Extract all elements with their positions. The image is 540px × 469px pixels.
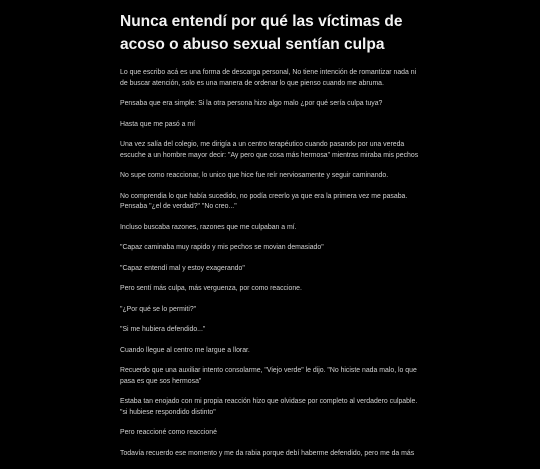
paragraph: No comprendia lo que había sucedido, no podía creerlo ya que era la primera vez me pasaba. Pensaba "¿el de verdad?" "No creo..."	[120, 192, 408, 210]
paragraph: Cuando llegue al centro me largue a llorar.	[120, 346, 250, 354]
paragraph: Una vez salía del colegio, me dirigía a un centro terapéutico cuando pasando por una vereda escuche a un hombre mayor decir: "Ay pero que cosa más hermosa" mientras miraba mis pechos	[120, 141, 419, 159]
paragraph: "Capaz entendí mal y estoy exagerando"	[120, 264, 245, 272]
paragraph: Recuerdo que una auxiliar intento consolarme, "Viejo verde" le dijo. "No hiciste nada malo, lo que pasa es que sos hermosa"	[120, 367, 417, 385]
paragraph: Pero reaccioné como reaccioné	[120, 429, 217, 436]
article-body	[120, 68, 420, 459]
paragraph: Lo que escribo acá es una forma de descarga personal, No tiene intención de romantizar nada ni de buscar atención, solo es una manera de ordenar lo que pienso cuando me abruma.	[120, 69, 417, 87]
article	[120, 10, 420, 469]
paragraph: "Si me hubiera defendido..."	[120, 326, 206, 333]
paragraph: No supe como reaccionar, lo unico que hice fue reír nerviosamente y seguir caminando.	[120, 172, 389, 179]
paragraph: Todavía recuerdo ese momento y me da rabia porque debí haberme defendido, pero me da más	[120, 449, 415, 457]
paragraph: Pensaba que era simple: Si la otra persona hizo algo malo ¿por qué sería culpa tuya?	[120, 100, 383, 107]
paragraph: Hasta que me pasó a mí	[120, 120, 196, 128]
paragraph: "¿Por qué se lo permiti?"	[120, 305, 197, 313]
paragraph: Pero sentí más culpa, más verguenza, por como reaccione.	[120, 285, 302, 292]
paragraph: "Capaz caminaba muy rapido y mis pechos se movian demasiado"	[120, 244, 324, 251]
paragraph: Estaba tan enojado con mi propia reacción hizo que olvidase por completo al verdadero culpable. "si hubiese respondido distinto"	[120, 398, 418, 416]
article-title: Nunca entendí por qué las víctimas de acoso o abuso sexual sentían culpa	[120, 13, 403, 53]
paragraph: Incluso buscaba razones, razones que me culpaban a mí.	[120, 223, 297, 231]
